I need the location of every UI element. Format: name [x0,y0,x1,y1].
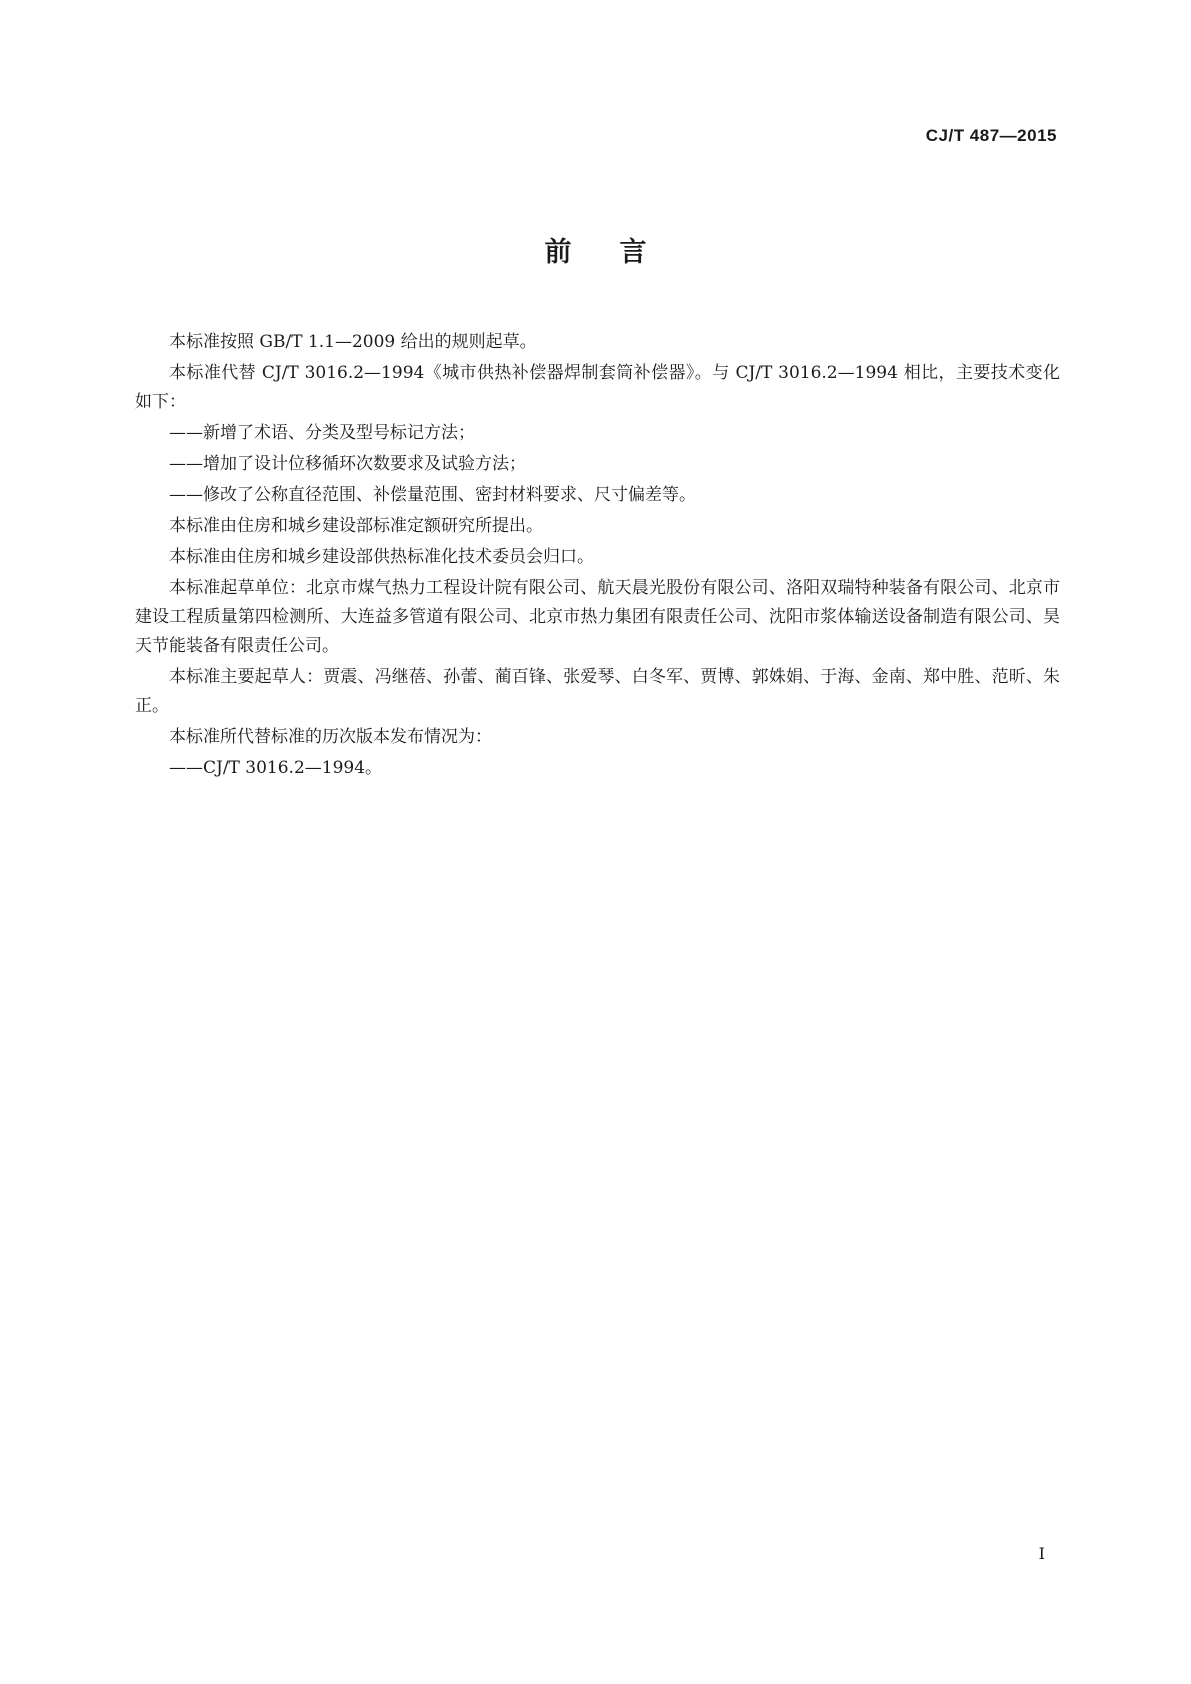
page-number: I [1038,1544,1045,1563]
foreword-body [135,328,1060,785]
paragraph-proposer: 本标准由住房和城乡建设部标准定额研究所提出。 [169,516,543,536]
paragraph-drafters: 本标准主要起草人：贾震、冯继蓓、孙蕾、蔺百锋、张爱琴、白冬军、贾博、郭姝娟、于海、金南、郑中胜、范昕、朱正。 [135,667,1060,716]
paragraph-centralized: 本标准由住房和城乡建设部供热标准化技术委员会归口。 [169,547,594,567]
change-item: ——修改了公称直径范围、补偿量范围、密封材料要求、尺寸偏差等。 [169,485,696,505]
page-title: 前言 [544,237,695,268]
paragraph-previous-editions: 本标准所代替标准的历次版本发布情况为： [169,727,492,747]
standard-code-header: CJ/T 487—2015 [925,126,1057,145]
paragraph-replacement: 本标准代替 CJ/T 3016.2—1994《城市供热补偿器焊制套筒补偿器》。与 CJ/T 3016.2—1994 相比，主要技术变化如下： [135,363,1060,412]
change-item: ——新增了术语、分类及型号标记方法； [169,423,475,443]
paragraph-drafting-rules: 本标准按照 GB/T 1.1—2009 给出的规则起草。 [169,332,537,352]
paragraph-drafting-units: 本标准起草单位：北京市煤气热力工程设计院有限公司、航天晨光股份有限公司、洛阳双瑞特种装备有限公司、北京市建设工程质量第四检测所、大连益多管道有限公司、北京市热力集团有限责任公司、沈阳市浆体输送设备制造有限公司、昊天节能装备有限责任公司。 [135,578,1060,656]
change-item: ——增加了设计位移循环次数要求及试验方法； [169,454,526,474]
previous-edition-item: ——CJ/T 3016.2—1994。 [169,758,383,778]
